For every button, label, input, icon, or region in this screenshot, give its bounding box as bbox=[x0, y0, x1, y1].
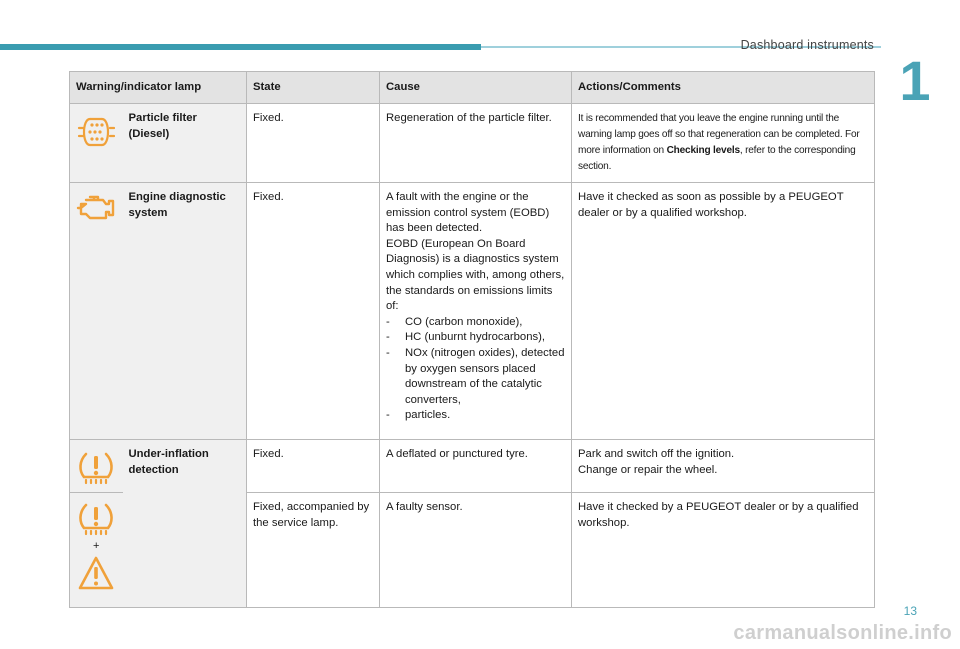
column-header-state: State bbox=[247, 72, 380, 104]
icon-join-plus: + bbox=[93, 540, 100, 552]
column-header-lamp: Warning/indicator lamp bbox=[70, 72, 247, 104]
page-number: 13 bbox=[903, 604, 917, 618]
state-cell: Fixed. bbox=[247, 104, 380, 183]
lamp-icon-cell bbox=[70, 440, 123, 493]
chapter-number: 1 bbox=[899, 49, 931, 112]
state-cell: Fixed, accompanied by the service lamp. bbox=[247, 493, 380, 608]
lamp-icon-cell bbox=[70, 104, 123, 183]
lamp-name: Particle filter (Diesel) bbox=[123, 104, 247, 183]
cause-cell: Regeneration of the particle filter. bbox=[380, 104, 572, 183]
table-header-row bbox=[70, 72, 875, 104]
tyre-pressure-icon bbox=[78, 450, 114, 486]
list-item: - CO (carbon monoxide), bbox=[386, 315, 565, 331]
lamp-icon-cell bbox=[70, 493, 123, 608]
actions-cell: Have it checked as soon as possible by a PEUGEOT dealer or by a qualified workshop. bbox=[572, 183, 875, 440]
lamp-icon-cell bbox=[70, 183, 123, 440]
table-row bbox=[70, 104, 875, 183]
header-accent-bar bbox=[0, 44, 481, 50]
lamp-name: Engine diagnostic system bbox=[123, 183, 247, 440]
actions-cell bbox=[572, 104, 875, 183]
cause-cell bbox=[380, 183, 572, 440]
engine-diagnostic-icon bbox=[76, 193, 116, 225]
warning-lamp-table bbox=[69, 71, 875, 608]
cause-detail: EOBD (European On Board Diagnosis) is a diagnostics system which complies with, among others, the standards on emissions limits of: bbox=[386, 237, 565, 313]
list-item: - particles. bbox=[386, 408, 565, 424]
actions-line: Change or repair the wheel. bbox=[578, 463, 718, 476]
cause-cell: A faulty sensor. bbox=[380, 493, 572, 608]
cause-intro: A fault with the engine or the emission control system (EOBD) has been detected. bbox=[386, 191, 550, 235]
actions-cell: Have it checked by a PEUGEOT dealer or by a qualified workshop. bbox=[572, 493, 875, 608]
warning-triangle-icon bbox=[78, 555, 114, 591]
state-cell: Fixed. bbox=[247, 440, 380, 493]
emission-list bbox=[386, 315, 565, 424]
watermark: carmanualsonline.info bbox=[733, 622, 952, 644]
state-cell: Fixed. bbox=[247, 183, 380, 440]
column-header-actions: Actions/Comments bbox=[572, 72, 875, 104]
list-item: - HC (unburnt hydrocarbons), bbox=[386, 330, 565, 346]
table-row bbox=[70, 440, 875, 493]
section-title: Dashboard instruments bbox=[740, 38, 874, 52]
tyre-pressure-icon bbox=[78, 501, 114, 537]
column-header-cause: Cause bbox=[380, 72, 572, 104]
particle-filter-icon bbox=[77, 114, 115, 150]
list-item: - NOx (nitrogen oxides), detected by oxygen sensors placed downstream of the catalytic converters, bbox=[386, 346, 565, 408]
cause-cell: A deflated or punctured tyre. bbox=[380, 440, 572, 493]
table-row bbox=[70, 183, 875, 440]
actions-line: Park and switch off the ignition. bbox=[578, 448, 735, 460]
actions-text-end: , refer to the corresponding section. bbox=[578, 145, 856, 172]
checking-levels-reference: Checking levels bbox=[666, 145, 740, 156]
actions-cell bbox=[572, 440, 875, 493]
lamp-name: Under-inflation detection bbox=[123, 440, 247, 608]
actions-text: It is recommended that you leave the engine running until the warning lamp goes off so that regeneration can be completed. For more information on bbox=[578, 113, 860, 156]
